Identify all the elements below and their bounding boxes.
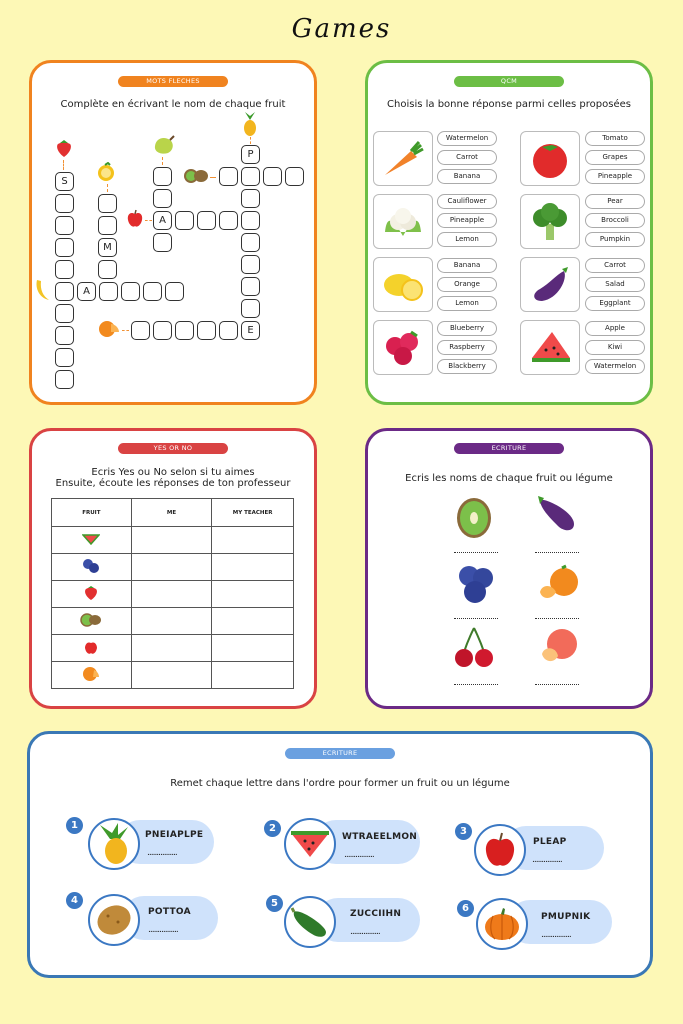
cw-cell[interactable] xyxy=(197,321,216,340)
me-cell[interactable] xyxy=(131,581,212,608)
fruit-cell xyxy=(52,581,132,608)
eggplant-icon xyxy=(520,257,580,312)
cw-cell[interactable]: A xyxy=(77,282,96,301)
broccoli-icon xyxy=(520,194,580,249)
cw-cell[interactable] xyxy=(55,348,74,367)
orange-icon xyxy=(82,666,100,682)
qcm-instruction: Choisis la bonne réponse parmi celles proposées xyxy=(387,99,631,110)
qcm-pill: QCM xyxy=(454,76,564,87)
cw-cell[interactable] xyxy=(285,167,304,186)
cw-cell[interactable]: M xyxy=(98,238,117,257)
teacher-cell[interactable] xyxy=(212,635,294,662)
mots-fleches-pill: MOTS FLECHES xyxy=(118,76,228,87)
scramble-instruction: Remet chaque lettre dans l'ordre pour former un fruit ou un légume xyxy=(170,778,510,789)
yes-or-no-table xyxy=(51,498,294,689)
scramble-image xyxy=(284,818,336,870)
item-number: 4 xyxy=(66,892,83,909)
fruit-cell xyxy=(52,554,132,581)
cw-cell[interactable] xyxy=(55,216,74,235)
qcm-option[interactable]: Raspberry xyxy=(437,340,497,355)
qcm-option[interactable]: Kiwi xyxy=(585,340,645,355)
cw-cell[interactable] xyxy=(55,260,74,279)
cw-cell[interactable] xyxy=(263,167,282,186)
cw-cell[interactable] xyxy=(121,282,140,301)
cw-cell[interactable] xyxy=(55,370,74,389)
scramble-image xyxy=(284,896,336,948)
eggplant-icon xyxy=(534,494,580,534)
banana-icon xyxy=(33,278,51,302)
cw-cell[interactable] xyxy=(131,321,150,340)
pumpkin-icon xyxy=(482,906,522,942)
yes-or-no-instruction-1: Ecris Yes ou No selon si tu aimes xyxy=(91,467,255,478)
cherry-icon xyxy=(452,626,496,668)
page-title: Games xyxy=(291,14,392,44)
scramble-image xyxy=(476,898,528,950)
cw-cell[interactable] xyxy=(153,167,172,186)
answer-line[interactable]: ................ xyxy=(147,848,177,858)
kiwi-icon xyxy=(80,612,102,628)
qcm-option[interactable]: Lemon xyxy=(437,296,497,311)
cw-cell[interactable] xyxy=(219,321,238,340)
teacher-cell[interactable] xyxy=(212,554,294,581)
answer-line[interactable]: ................ xyxy=(148,925,178,935)
scrambled-word: POTTOA xyxy=(148,907,191,917)
cw-cell[interactable] xyxy=(175,211,194,230)
scrambled-word: PLEAP xyxy=(533,837,567,847)
qcm-option[interactable]: Salad xyxy=(585,277,645,292)
strawberry-icon xyxy=(55,138,73,158)
cw-cell[interactable]: P xyxy=(241,145,260,164)
cw-cell[interactable] xyxy=(175,321,194,340)
item-number: 3 xyxy=(455,823,472,840)
blueberry-icon xyxy=(455,564,495,604)
scramble-pill: ECRITURE xyxy=(285,748,395,759)
me-cell[interactable] xyxy=(131,608,212,635)
ecriture-instruction: Ecris les noms de chaque fruit ou légume xyxy=(405,473,613,484)
pineapple-icon xyxy=(96,823,132,865)
answer-line[interactable]: ................ xyxy=(532,855,562,865)
cw-cell[interactable] xyxy=(55,282,74,301)
me-cell[interactable] xyxy=(131,635,212,662)
qcm-option[interactable]: Pineapple xyxy=(437,213,497,228)
fruit-cell xyxy=(52,608,132,635)
cw-cell[interactable] xyxy=(153,189,172,208)
cw-cell[interactable] xyxy=(153,321,172,340)
qcm-option[interactable]: Pumpkin xyxy=(585,232,645,247)
qcm-option[interactable]: Pear xyxy=(585,194,645,209)
cw-cell[interactable] xyxy=(241,233,260,252)
cw-cell[interactable] xyxy=(241,189,260,208)
qcm-option[interactable]: Broccoli xyxy=(585,213,645,228)
me-header: ME xyxy=(131,499,212,527)
cw-cell[interactable] xyxy=(197,211,216,230)
answer-line[interactable] xyxy=(535,552,579,553)
peach-icon xyxy=(538,626,580,666)
answer-line[interactable] xyxy=(454,618,498,619)
cw-cell[interactable] xyxy=(99,282,118,301)
cw-cell[interactable] xyxy=(219,211,238,230)
qcm-option[interactable]: Apple xyxy=(585,321,645,336)
qcm-option[interactable]: Banana xyxy=(437,169,497,184)
lemon-icon xyxy=(373,257,433,312)
apple-icon xyxy=(84,639,98,655)
teacher-cell[interactable] xyxy=(212,662,294,689)
potato-icon xyxy=(94,902,134,938)
tomato-icon xyxy=(520,131,580,186)
scramble-image xyxy=(474,824,526,876)
me-cell[interactable] xyxy=(131,527,212,554)
qcm-option[interactable]: Tomato xyxy=(585,131,645,146)
cw-cell[interactable] xyxy=(153,233,172,252)
watermelon-icon xyxy=(289,829,331,859)
scrambled-word: PNEIAPLPE xyxy=(145,830,204,840)
cw-cell[interactable] xyxy=(55,326,74,345)
cw-cell[interactable] xyxy=(98,260,117,279)
ecriture-panel xyxy=(365,428,653,709)
item-number: 5 xyxy=(266,895,283,912)
yes-or-no-pill: YES OR NO xyxy=(118,443,228,454)
teacher-cell[interactable] xyxy=(212,527,294,554)
zucchini-icon xyxy=(290,904,330,940)
orange-icon xyxy=(538,564,580,604)
qcm-option[interactable]: Carrot xyxy=(585,258,645,273)
answer-line[interactable] xyxy=(454,684,498,685)
cw-cell[interactable] xyxy=(143,282,162,301)
cw-cell[interactable] xyxy=(219,167,238,186)
cw-cell[interactable] xyxy=(98,194,117,213)
item-number: 6 xyxy=(457,900,474,917)
cw-cell[interactable]: S xyxy=(55,172,74,191)
cw-cell[interactable] xyxy=(241,255,260,274)
cw-cell[interactable] xyxy=(241,299,260,318)
answer-line[interactable]: ................ xyxy=(350,927,380,937)
teacher-cell[interactable] xyxy=(212,608,294,635)
cw-cell[interactable]: E xyxy=(241,321,260,340)
carrot-icon xyxy=(373,131,433,186)
fruit-cell xyxy=(52,635,132,662)
kiwi-icon xyxy=(183,167,209,185)
item-number: 2 xyxy=(264,820,281,837)
pear-icon xyxy=(152,134,176,156)
qcm-option[interactable]: Grapes xyxy=(585,150,645,165)
watermelon-icon xyxy=(520,320,580,375)
qcm-option[interactable]: Watermelon xyxy=(585,359,645,374)
scrambled-word: WTRAEELMON xyxy=(342,832,418,842)
item-number: 1 xyxy=(66,817,83,834)
me-cell[interactable] xyxy=(131,662,212,689)
mots-fleches-instruction: Complète en écrivant le nom de chaque fruit xyxy=(60,99,286,110)
scramble-image xyxy=(88,818,140,870)
qcm-option[interactable]: Banana xyxy=(437,258,497,273)
fruit-cell xyxy=(52,527,132,554)
qcm-option[interactable]: Orange xyxy=(437,277,497,292)
answer-line[interactable]: ................ xyxy=(344,850,374,860)
apple-icon xyxy=(126,208,144,228)
qcm-option[interactable]: Eggplant xyxy=(585,296,645,311)
scrambled-word: ZUCCIIHN xyxy=(350,909,402,919)
cw-cell[interactable] xyxy=(241,277,260,296)
me-cell[interactable] xyxy=(131,554,212,581)
answer-line[interactable] xyxy=(535,618,579,619)
teacher-header: MY TEACHER xyxy=(212,499,294,527)
yes-or-no-instruction-2: Ensuite, écoute les réponses de ton professeur xyxy=(55,478,291,489)
qcm-option[interactable]: Blueberry xyxy=(437,321,497,336)
raspberry-icon xyxy=(373,320,433,375)
ecriture-pill: ECRITURE xyxy=(454,443,564,454)
qcm-option[interactable]: Watermelon xyxy=(437,131,497,146)
qcm-option[interactable]: Carrot xyxy=(437,150,497,165)
cw-cell[interactable] xyxy=(241,167,260,186)
scramble-image xyxy=(88,894,140,946)
qcm-option[interactable]: Cauliflower xyxy=(437,194,497,209)
cw-cell[interactable] xyxy=(98,216,117,235)
cw-cell[interactable] xyxy=(55,238,74,257)
cw-cell[interactable]: A xyxy=(153,211,172,230)
kiwi-icon xyxy=(454,496,494,540)
answer-line[interactable]: ................ xyxy=(541,930,571,940)
cw-cell[interactable] xyxy=(55,304,74,323)
scrambled-word: PMUPNIK xyxy=(541,912,591,922)
lemon-icon xyxy=(96,162,116,182)
apple-icon xyxy=(483,831,517,869)
blueberry-icon xyxy=(82,558,100,574)
answer-line[interactable] xyxy=(535,684,579,685)
answer-line[interactable] xyxy=(454,552,498,553)
teacher-cell[interactable] xyxy=(212,581,294,608)
cw-cell[interactable] xyxy=(55,194,74,213)
qcm-option[interactable]: Lemon xyxy=(437,232,497,247)
orange-icon xyxy=(97,318,121,338)
fruit-header: FRUIT xyxy=(52,499,132,527)
cauliflower-icon xyxy=(373,194,433,249)
fruit-cell xyxy=(52,662,132,689)
qcm-option[interactable]: Pineapple xyxy=(585,169,645,184)
pineapple-icon xyxy=(242,110,258,136)
qcm-option[interactable]: Blackberry xyxy=(437,359,497,374)
cw-cell[interactable] xyxy=(241,211,260,230)
cw-cell[interactable] xyxy=(165,282,184,301)
watermelon-icon xyxy=(82,533,100,545)
strawberry-icon xyxy=(84,585,98,601)
